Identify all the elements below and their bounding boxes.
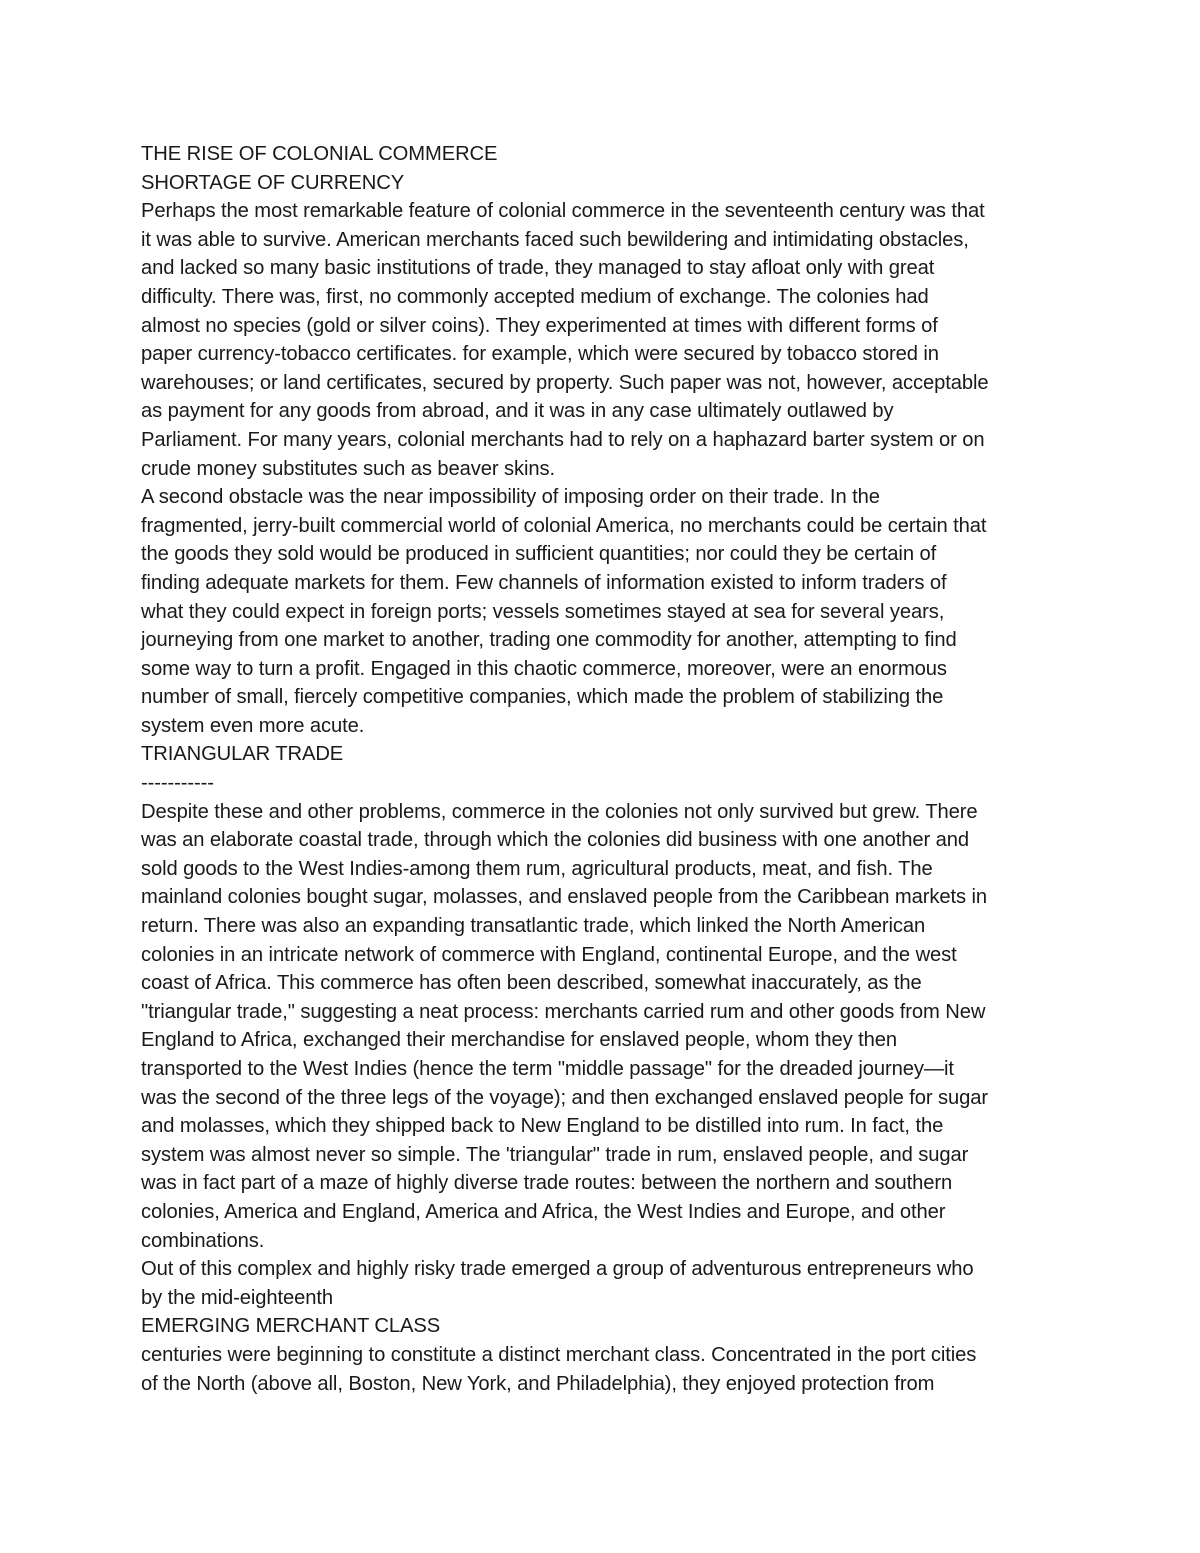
text-line: as payment for any goods from abroad, and it was in any case ultimately outlawed by: [141, 400, 894, 423]
text-line: coast of Africa. This commerce has often been described, somewhat inaccurately, as the: [141, 972, 922, 995]
text-line: colonies, America and England, America and Africa, the West Indies and Europe, and other: [141, 1200, 946, 1223]
section-divider: -----------: [141, 772, 214, 795]
text-line: it was able to survive. American merchants faced such bewildering and intimidating obstacles,: [141, 228, 969, 251]
document-title: THE RISE OF COLONIAL COMMERCE: [141, 143, 498, 165]
text-line: colonies in an intricate network of commerce with England, continental Europe, and the west: [141, 943, 957, 966]
text-line: transported to the West Indies (hence the term "middle passage" for the dreaded journey—it: [141, 1058, 954, 1080]
paragraph: [141, 1341, 1071, 1398]
text-line: Perhaps the most remarkable feature of colonial commerce in the seventeenth century was that: [141, 200, 985, 223]
text-line: sold goods to the West Indies-among them rum, agricultural products, meat, and fish. The: [141, 857, 933, 880]
text-line: some way to turn a profit. Engaged in this chaotic commerce, moreover, were an enormous: [141, 657, 947, 680]
text-line: by the mid-eighteenth: [141, 1286, 334, 1309]
text-line: fragmented, jerry-built commercial world of colonial America, no merchants could be certain that: [141, 514, 987, 537]
section-heading: EMERGING MERCHANT CLASS: [141, 1315, 441, 1338]
section: [141, 169, 1071, 741]
text-line: combinations.: [141, 1229, 265, 1252]
text-line: difficulty. There was, first, no commonly accepted medium of exchange. The colonies had: [141, 285, 929, 308]
text-line: system even more acute.: [141, 714, 365, 737]
text-line: and molasses, which they shipped back to New England to be distilled into rum. In fact, the: [141, 1115, 944, 1138]
text-line: number of small, fiercely competitive companies, which made the problem of stabilizing the: [141, 686, 944, 709]
section: [141, 1312, 1071, 1398]
paragraph: [141, 483, 1071, 740]
text-line: "triangular trade," suggesting a neat process: merchants carried rum and other goods from New: [141, 1000, 986, 1023]
document-sections: [141, 169, 1071, 1399]
paragraph: [141, 798, 1071, 1256]
text-line: England to Africa, exchanged their merchandise for enslaved people, whom they then: [141, 1029, 898, 1052]
text-line: A second obstacle was the near impossibility of imposing order on their trade. In the: [141, 486, 880, 509]
text-line: paper currency-tobacco certificates. for example, which were secured by tobacco stored in: [141, 343, 939, 366]
text-line: was in fact part of a maze of highly diverse trade routes: between the northern and southern: [141, 1172, 953, 1195]
text-line: Parliament. For many years, colonial merchants had to rely on a haphazard barter system or on: [141, 428, 985, 451]
text-line: system was almost never so simple. The 'triangular" trade in rum, enslaved people, and sugar: [141, 1143, 969, 1166]
text-line: and lacked so many basic institutions of trade, they managed to stay afloat only with great: [141, 257, 935, 280]
text-line: mainland colonies bought sugar, molasses, and enslaved people from the Caribbean markets in: [141, 886, 988, 909]
text-line: crude money substitutes such as beaver skins.: [141, 457, 556, 480]
document-body: [141, 140, 1071, 1398]
text-line: finding adequate markets for them. Few channels of information existed to inform traders of: [141, 571, 947, 594]
text-line: of the North (above all, Boston, New York, and Philadelphia), they enjoyed protection from: [141, 1372, 935, 1395]
text-line: return. There was also an expanding transatlantic trade, which linked the North American: [141, 915, 926, 938]
text-line: Despite these and other problems, commerce in the colonies not only survived but grew. There: [141, 800, 978, 823]
text-line: almost no species (gold or silver coins). They experimented at times with different forms of: [141, 314, 938, 337]
text-line: centuries were beginning to constitute a distinct merchant class. Concentrated in the port cities: [141, 1343, 977, 1366]
text-line: warehouses; or land certificates, secured by property. Such paper was not, however, acceptable: [141, 371, 989, 394]
section-heading: TRIANGULAR TRADE: [141, 743, 344, 766]
text-line: Out of this complex and highly risky trade emerged a group of adventurous entrepreneurs who: [141, 1258, 974, 1281]
section-heading: SHORTAGE OF CURRENCY: [141, 171, 405, 194]
text-line: the goods they sold would be produced in sufficient quantities; nor could they be certain of: [141, 543, 937, 566]
text-line: journeying from one market to another, trading one commodity for another, attempting to find: [141, 629, 957, 652]
paragraph: [141, 197, 1071, 483]
text-line: what they could expect in foreign ports; vessels sometimes stayed at sea for several years,: [141, 600, 945, 623]
paragraph: [141, 1255, 1071, 1312]
text-line: was an elaborate coastal trade, through which the colonies did business with one another and: [141, 829, 970, 852]
section: [141, 740, 1071, 1312]
text-line: was the second of the three legs of the voyage); and then exchanged enslaved people for sugar: [141, 1086, 989, 1109]
